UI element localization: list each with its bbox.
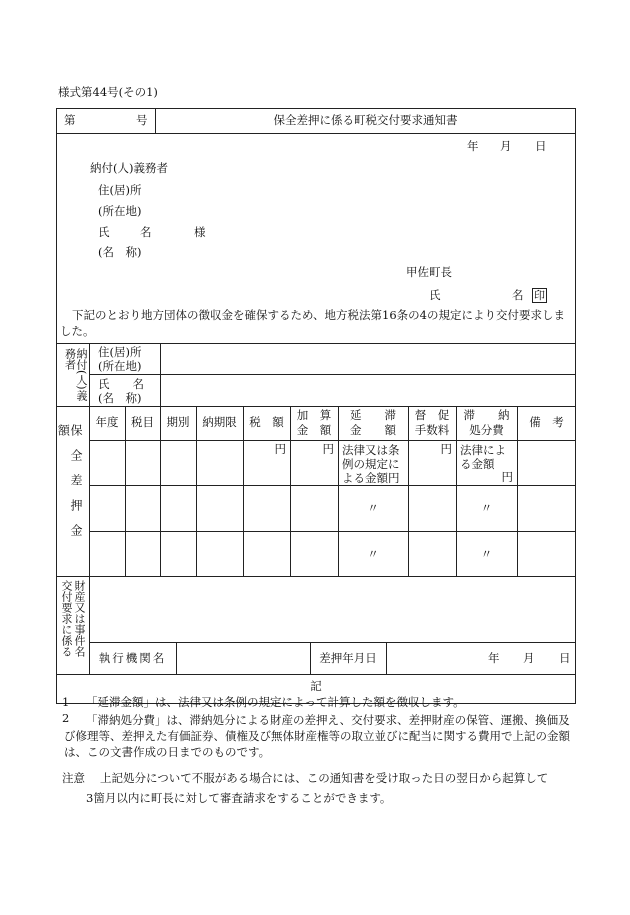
row3-tainou-ditto: 〃 xyxy=(480,547,493,561)
amount-table-bottom xyxy=(56,576,576,577)
seizure-label-divider xyxy=(386,642,387,674)
seizure-date-label: 差押年月日 xyxy=(319,651,377,665)
amount-col-2 xyxy=(160,406,161,576)
executor-label: 執行機関名 xyxy=(98,651,167,665)
property-row-divider xyxy=(89,642,576,643)
person-corp-name: (名 称) xyxy=(98,391,142,405)
row1-entai-note: 法律又は条例の規定による金額円 xyxy=(342,443,400,485)
row1-yen-tokusoku: 円 xyxy=(440,442,452,456)
row1-tainou-note: 法律による金額 xyxy=(460,443,506,471)
date-month: 月 xyxy=(500,139,512,153)
sender-name-mei: 名 xyxy=(512,288,524,302)
row1-yen-kasan: 円 xyxy=(322,442,334,456)
addressee-address: 住(居)所 xyxy=(98,183,142,197)
amount-col-4 xyxy=(243,406,244,576)
row2-tainou-ditto: 〃 xyxy=(480,501,493,515)
header-tainou-2: 処分費 xyxy=(469,423,504,437)
header-kasan-1: 加 算 xyxy=(296,408,332,422)
note-2-number: 2 xyxy=(62,711,70,725)
row3-entai-ditto: 〃 xyxy=(367,547,379,561)
notes-heading: 記 xyxy=(310,679,322,693)
addressee-location: (所在地) xyxy=(98,204,142,218)
header-entai-2: 金 額 xyxy=(350,423,396,437)
person-table-mid xyxy=(89,374,576,375)
person-address: 住(居)所 xyxy=(98,345,142,359)
amount-side-divider xyxy=(89,406,90,576)
amount-col-1 xyxy=(125,406,126,576)
person-name: 氏 名 xyxy=(98,377,144,391)
amount-row1-bottom xyxy=(89,485,576,486)
header-tokusoku-1: 督 促 xyxy=(414,408,450,422)
row1-yen-tainou: 円 xyxy=(501,470,513,484)
person-side-label: 納付(人)義務者 xyxy=(63,348,88,401)
document-title: 保全差押に係る町税交付要求通知書 xyxy=(273,113,458,127)
addressee-corp-name: (名 称) xyxy=(98,245,142,259)
addressee-name-shi: 氏 xyxy=(98,225,110,239)
amount-col-3 xyxy=(196,406,197,576)
note-1-text: 「延滞金額」は、法律又は条例の規定によって計算した額を徴収します。 xyxy=(86,695,465,709)
note-1-number: 1 xyxy=(62,695,70,709)
person-table-top xyxy=(56,343,576,344)
property-side-label-2: 交付要求に係る xyxy=(60,580,73,657)
person-side-divider xyxy=(89,343,90,406)
header-period: 期別 xyxy=(166,415,190,429)
amount-col-9 xyxy=(517,406,518,576)
seizure-month: 月 xyxy=(523,651,535,665)
property-bottom xyxy=(56,674,576,675)
header-tax-amount: 税 額 xyxy=(249,415,284,429)
executor-label-divider xyxy=(176,642,177,674)
form-number: 様式第44号(その1) xyxy=(58,85,158,99)
amount-side-label: 保全差押金額 xyxy=(56,424,83,549)
header-tokusoku-2: 手数料 xyxy=(414,423,450,437)
addressee-sama: 様 xyxy=(194,225,206,239)
amount-row2-bottom xyxy=(89,531,576,532)
date-year: 年 xyxy=(467,139,479,153)
header-divider xyxy=(56,133,576,134)
header-due: 納期限 xyxy=(202,415,237,429)
date-day: 日 xyxy=(535,139,547,153)
seizure-day: 日 xyxy=(559,651,571,665)
property-side-label: 財産又は事件名 xyxy=(73,580,86,657)
addressee-name-mei: 名 xyxy=(140,225,152,239)
caution-label: 注意 xyxy=(62,771,85,785)
caution-text-2: 3箇月以内に町長に対して審査請求をすることができます。 xyxy=(86,791,392,805)
amount-header-bottom xyxy=(89,440,576,441)
sender-mayor: 甲佐町長 xyxy=(406,265,452,279)
header-kasan-2: 金 額 xyxy=(296,423,332,437)
note-2-text: 「滞納処分費」は、滞納処分による財産の差押え、交付要求、差押財産の保管、運搬、換価及び修理等、差押えた有価証券、債権及び無体財産権等の取立並びに配当に関する費用で上記の金額は、この文書作成の日までのものです。 xyxy=(64,713,570,759)
caution-text-1: 上記処分について不服がある場合には、この通知書を受け取った日の翌日から起算して xyxy=(100,771,549,785)
header-year: 年度 xyxy=(95,415,119,429)
intro-text: 下記のとおり地方団体の徴収金を確保するため、地方税法第16条の4の規定により交付要求しました。 xyxy=(60,308,565,338)
header-entai-1: 延 滞 xyxy=(350,408,396,422)
number-label: 第 xyxy=(64,113,76,127)
person-location: (所在地) xyxy=(98,359,142,373)
row1-yen-tax: 円 xyxy=(274,442,286,456)
seal-stamp: 印 xyxy=(534,289,545,302)
row2-entai-ditto: 〃 xyxy=(367,501,379,515)
person-label-divider xyxy=(160,343,161,406)
number-suffix: 号 xyxy=(136,113,148,127)
seizure-year: 年 xyxy=(488,651,500,665)
sender-name-shi: 氏 xyxy=(429,288,441,302)
person-table-bottom xyxy=(56,406,576,407)
header-biko: 備 考 xyxy=(529,415,564,429)
header-tax-item: 税目 xyxy=(131,415,154,429)
addressee-taxpayer: 納付(人)義務者 xyxy=(90,161,168,175)
header-tainou-1: 滞 納 xyxy=(463,408,510,422)
